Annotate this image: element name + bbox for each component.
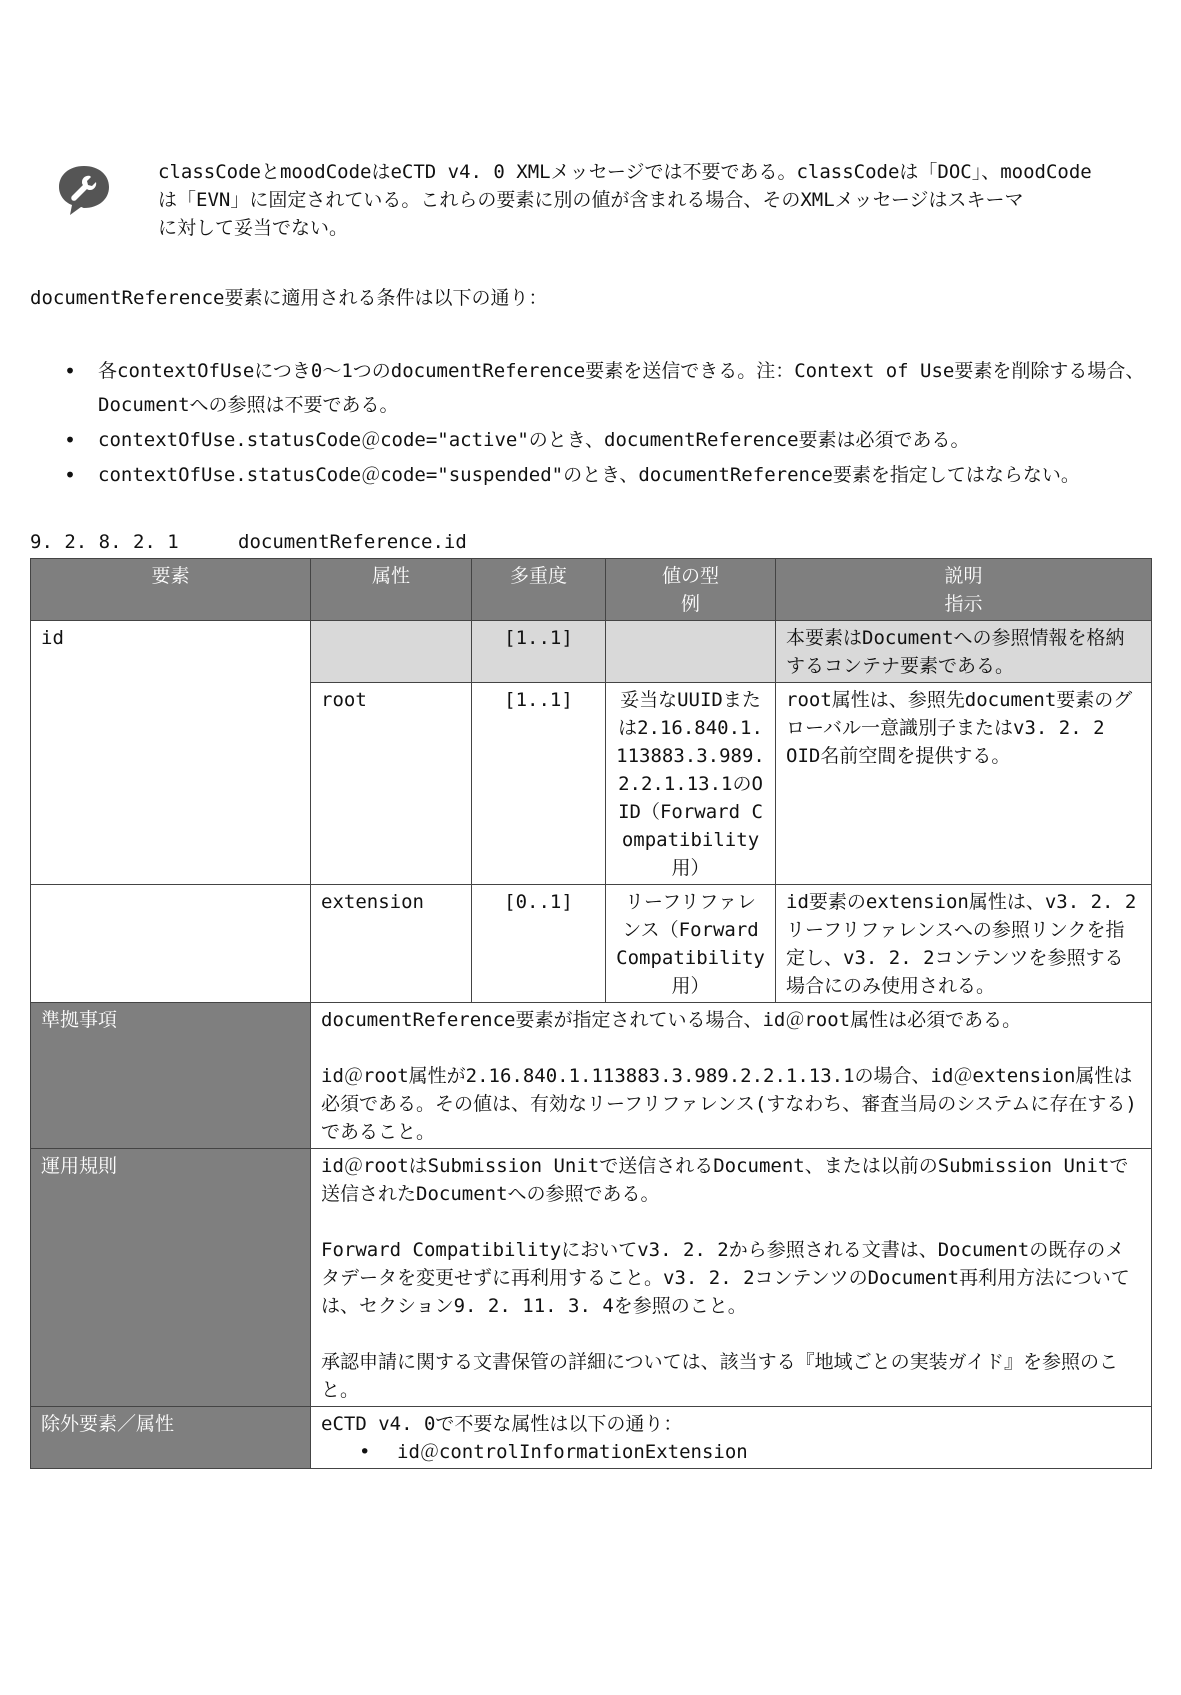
- header-cardinality: 多重度: [472, 559, 606, 621]
- header-value: [606, 559, 776, 621]
- operational-rules-label: 運用規則: [31, 1149, 311, 1407]
- header-description-label: 説明: [944, 565, 983, 587]
- cell-value: リーフリファレンス（Forward Compatibility用）: [606, 885, 776, 1003]
- table-row: [31, 621, 1152, 683]
- cell-value: [606, 621, 776, 683]
- header-description: [776, 559, 1152, 621]
- excluded-intro: eCTD v4. 0で不要な属性は以下の通り：: [321, 1413, 683, 1435]
- section-number: 9. 2. 8. 2. 1: [30, 531, 179, 553]
- section-heading: [30, 528, 467, 556]
- excluded-list: [321, 1438, 1141, 1466]
- cell-cardinality: [1..1]: [472, 621, 606, 683]
- cell-value: 妥当なUUIDまたは2.16.840.1.113883.3.989.2.2.1.13.1のOID（Forward Compatibility用）: [606, 683, 776, 885]
- cell-attribute: extension: [311, 885, 472, 1003]
- compliance-row: [31, 1003, 1152, 1149]
- rule-paragraph: 承認申請に関する文書保管の詳細については、該当する『地域ごとの実装ガイド』を参照のこと。: [321, 1351, 1119, 1401]
- excluded-row: [31, 1407, 1152, 1469]
- operational-rules-content: [311, 1149, 1152, 1407]
- cell-attribute: root: [311, 683, 472, 885]
- table-row: [31, 885, 1152, 1003]
- cell-cardinality: [1..1]: [472, 683, 606, 885]
- rule-paragraph: Forward Compatibilityにおいてv3. 2. 2から参照される文書は、Documentの既存のメタデータを変更せずに再利用すること。v3. 2. 2コンテンツのDocument再利用方法については、セクション9. 2. 11. 3. 4を参照のこと。: [321, 1239, 1130, 1317]
- cell-element: [31, 885, 311, 1003]
- cell-description: id要素のextension属性は、v3. 2. 2リーフリファレンスへの参照リンクを指定し、v3. 2. 2コンテンツを参照する場合にのみ使用される。: [776, 885, 1152, 1003]
- header-value-type: 値の型: [661, 565, 719, 587]
- header-attribute: 属性: [311, 559, 472, 621]
- info-note: [56, 158, 1146, 248]
- header-value-example: 例: [680, 593, 700, 615]
- compliance-label: 準拠事項: [31, 1003, 311, 1149]
- wrench-speech-bubble-icon: [56, 162, 112, 218]
- condition-list: [64, 354, 1154, 493]
- operational-rules-row: [31, 1149, 1152, 1407]
- note-text: [158, 158, 1146, 242]
- header-element: 要素: [31, 559, 311, 621]
- cell-cardinality: [0..1]: [472, 885, 606, 1003]
- cell-description: root属性は、参照先document要素のグローバル一意識別子またはv3. 2. 2 OID名前空間を提供する。: [776, 683, 1152, 885]
- note-line: に対して妥当でない。: [158, 217, 349, 239]
- list-item: • contextOfUse.statusCode＠code="active"のとき、documentReference要素は必須である。: [64, 423, 1154, 457]
- intro-text: documentReference要素に適用される条件は以下の通り：: [30, 287, 548, 309]
- excluded-content: [311, 1407, 1152, 1469]
- spec-table: [30, 558, 1152, 1469]
- list-item: • id＠controlInformationExtension: [359, 1438, 1141, 1466]
- excluded-label: 除外要素／属性: [31, 1407, 311, 1469]
- list-item: • 各contextOfUseにつき0～1つのdocumentReference要素を送信できる。注：Context of Use要素を削除する場合、Documentへの参照は不要である。: [64, 354, 1154, 422]
- note-line: classCodeとmoodCodeはeCTD v4. 0 XMLメッセージでは不要である。classCodeは「DOC」、moodCode: [158, 161, 1092, 183]
- compliance-paragraph: id＠root属性が2.16.840.1.113883.3.989.2.2.1.13.1の場合、id＠extension属性は必須である。その値は、有効なリーフリファレンス(すなわち、審査当局のシステムに存在する)であること。: [321, 1065, 1137, 1143]
- cell-description: 本要素はDocumentへの参照情報を格納するコンテナ要素である。: [776, 621, 1152, 683]
- section-title: documentReference.id: [238, 531, 467, 553]
- header-instruction-label: 指示: [944, 593, 983, 615]
- cell-attribute: [311, 621, 472, 683]
- compliance-content: [311, 1003, 1152, 1149]
- table-header-row: [31, 559, 1152, 621]
- list-item: • contextOfUse.statusCode＠code="suspended"のとき、documentReference要素を指定してはならない。: [64, 458, 1154, 492]
- cell-element: id: [31, 621, 311, 885]
- compliance-paragraph: documentReference要素が指定されている場合、id＠root属性は必須である。: [321, 1009, 1022, 1031]
- rule-paragraph: id＠rootはSubmission Unitで送信されるDocument、または以前のSubmission Unitで送信されたDocumentへの参照である。: [321, 1155, 1129, 1205]
- note-line: は「EVN」に固定されている。これらの要素に別の値が含まれる場合、そのXMLメッセージはスキーマ: [158, 189, 1024, 211]
